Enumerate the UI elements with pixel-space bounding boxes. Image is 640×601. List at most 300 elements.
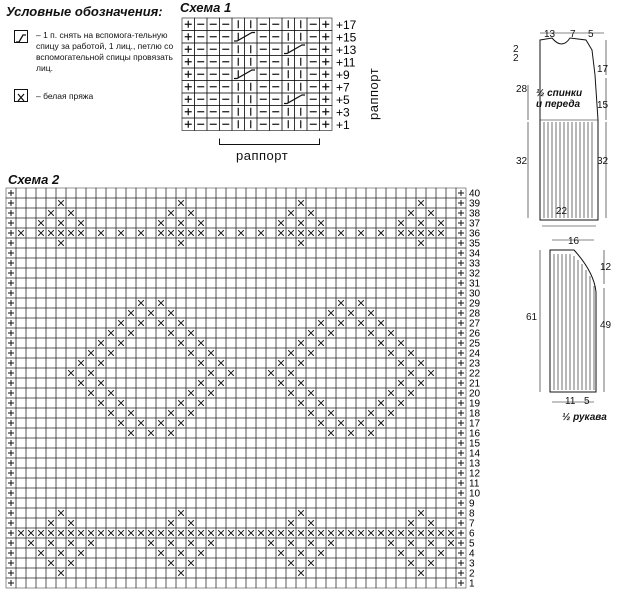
scheme2-cell bbox=[226, 198, 236, 208]
scheme2-cell bbox=[196, 238, 206, 248]
scheme2-cell bbox=[416, 558, 426, 568]
scheme2-cell bbox=[26, 498, 36, 508]
scheme2-cell bbox=[386, 488, 396, 498]
white-yarn-mark bbox=[198, 360, 204, 366]
scheme2-row-label: 20 bbox=[469, 388, 481, 400]
white-yarn-mark bbox=[138, 530, 144, 536]
scheme2-cell bbox=[176, 348, 186, 358]
scheme2-cell bbox=[296, 428, 306, 438]
scheme2-cell bbox=[446, 448, 456, 458]
purl-symbol bbox=[322, 46, 329, 53]
scheme2-cell bbox=[296, 248, 306, 258]
scheme2-cell bbox=[326, 498, 336, 508]
scheme2-cell bbox=[216, 448, 226, 458]
scheme2-cell bbox=[346, 458, 356, 468]
white-yarn-mark bbox=[298, 510, 304, 516]
edge-symbol bbox=[458, 470, 464, 476]
white-yarn-mark bbox=[298, 550, 304, 556]
scheme2-cell bbox=[386, 298, 396, 308]
white-yarn-mark bbox=[398, 550, 404, 556]
scheme2-row-label: 9 bbox=[469, 498, 475, 510]
white-yarn-mark bbox=[198, 230, 204, 236]
scheme2-cell bbox=[426, 468, 436, 478]
scheme2-cell bbox=[26, 198, 36, 208]
scheme2-cell bbox=[426, 478, 436, 488]
scheme2-cell bbox=[106, 398, 116, 408]
scheme1-row-label: +9 bbox=[336, 68, 350, 82]
scheme2-cell bbox=[26, 558, 36, 568]
scheme2-cell bbox=[86, 318, 96, 328]
scheme2-cell bbox=[26, 568, 36, 578]
white-yarn-mark bbox=[128, 430, 134, 436]
scheme2-cell bbox=[376, 258, 386, 268]
scheme2-cell bbox=[176, 458, 186, 468]
scheme2-cell bbox=[256, 578, 266, 588]
scheme2-cell bbox=[286, 328, 296, 338]
scheme2-cell bbox=[236, 208, 246, 218]
scheme2-cell bbox=[196, 248, 206, 258]
scheme2-cell bbox=[166, 368, 176, 378]
edge-symbol bbox=[458, 250, 464, 256]
scheme2-cell bbox=[56, 298, 66, 308]
sleeve-schematic bbox=[520, 232, 640, 437]
scheme2-cell bbox=[36, 568, 46, 578]
scheme2-cell bbox=[66, 438, 76, 448]
scheme2-cell bbox=[416, 258, 426, 268]
scheme2-cell bbox=[296, 288, 306, 298]
scheme2-cell bbox=[56, 358, 66, 368]
scheme2-cell bbox=[56, 338, 66, 348]
scheme2-cell bbox=[446, 478, 456, 488]
white-yarn-mark bbox=[368, 330, 374, 336]
white-yarn-mark bbox=[278, 550, 284, 556]
scheme2-cell bbox=[206, 418, 216, 428]
scheme2-cell bbox=[26, 458, 36, 468]
scheme2-cell bbox=[216, 498, 226, 508]
scheme2-cell bbox=[36, 248, 46, 258]
white-yarn-mark bbox=[168, 310, 174, 316]
scheme2-cell bbox=[256, 478, 266, 488]
scheme2-cell bbox=[206, 578, 216, 588]
white-yarn-mark bbox=[58, 220, 64, 226]
scheme2-cell bbox=[256, 458, 266, 468]
scheme2-cell bbox=[296, 298, 306, 308]
scheme2-cell bbox=[366, 398, 376, 408]
scheme2-cell bbox=[446, 578, 456, 588]
scheme2-cell bbox=[356, 208, 366, 218]
scheme2-cell bbox=[286, 448, 296, 458]
scheme2-cell bbox=[96, 238, 106, 248]
scheme2-cell bbox=[196, 348, 206, 358]
scheme2-cell bbox=[406, 488, 416, 498]
scheme2-cell bbox=[86, 308, 96, 318]
scheme2-cell bbox=[126, 568, 136, 578]
edge-symbol bbox=[8, 230, 14, 236]
white-yarn-mark bbox=[378, 230, 384, 236]
white-yarn-mark bbox=[418, 380, 424, 386]
scheme2-cell bbox=[126, 488, 136, 498]
scheme2-cell bbox=[136, 268, 146, 278]
scheme2-cell bbox=[346, 248, 356, 258]
scheme2-cell bbox=[216, 578, 226, 588]
scheme2-cell bbox=[326, 188, 336, 198]
scheme2-cell bbox=[306, 258, 316, 268]
scheme2-cell bbox=[46, 488, 56, 498]
scheme2-row-label: 30 bbox=[469, 288, 481, 300]
scheme2-cell bbox=[356, 558, 366, 568]
scheme2-cell bbox=[246, 378, 256, 388]
scheme2-cell bbox=[316, 348, 326, 358]
back-measure-right-2: 15 bbox=[597, 100, 609, 111]
white-yarn-mark bbox=[428, 530, 434, 536]
scheme2-cell bbox=[266, 188, 276, 198]
scheme2-cell bbox=[346, 218, 356, 228]
white-yarn-mark bbox=[328, 540, 334, 546]
scheme2-cell bbox=[136, 238, 146, 248]
scheme2-cell bbox=[336, 438, 346, 448]
scheme2-cell bbox=[376, 308, 386, 318]
scheme2-cell bbox=[396, 508, 406, 518]
scheme2-cell bbox=[356, 328, 366, 338]
scheme2-cell bbox=[316, 298, 326, 308]
scheme2-cell bbox=[66, 408, 76, 418]
scheme2-cell bbox=[66, 268, 76, 278]
scheme2-cell bbox=[306, 318, 316, 328]
scheme2-cell bbox=[226, 258, 236, 268]
white-yarn-mark bbox=[288, 230, 294, 236]
scheme2-cell bbox=[196, 198, 206, 208]
scheme2-cell bbox=[166, 238, 176, 248]
scheme2-cell bbox=[126, 438, 136, 448]
white-yarn-mark bbox=[378, 530, 384, 536]
scheme2-cell bbox=[136, 578, 146, 588]
scheme2-cell bbox=[96, 498, 106, 508]
scheme2-cell bbox=[206, 288, 216, 298]
scheme2-cell bbox=[26, 238, 36, 248]
scheme2-cell bbox=[396, 448, 406, 458]
scheme2-cell bbox=[16, 328, 26, 338]
scheme2-cell bbox=[316, 208, 326, 218]
white-yarn-mark bbox=[178, 340, 184, 346]
scheme2-cell bbox=[446, 498, 456, 508]
white-yarn-mark bbox=[78, 220, 84, 226]
white-yarn-mark bbox=[178, 510, 184, 516]
scheme2-cell bbox=[186, 238, 196, 248]
scheme2-cell bbox=[106, 238, 116, 248]
scheme2-cell bbox=[36, 348, 46, 358]
white-yarn-mark bbox=[48, 230, 54, 236]
white-yarn-mark bbox=[298, 240, 304, 246]
scheme2-cell bbox=[196, 368, 206, 378]
scheme2-cell bbox=[146, 358, 156, 368]
scheme2-cell bbox=[136, 448, 146, 458]
scheme2-cell bbox=[246, 298, 256, 308]
scheme2-cell bbox=[316, 278, 326, 288]
scheme2-row-label: 7 bbox=[469, 518, 475, 530]
scheme2-cell bbox=[156, 378, 166, 388]
scheme2-cell bbox=[286, 488, 296, 498]
scheme2-cell bbox=[256, 388, 266, 398]
scheme2-cell bbox=[186, 218, 196, 228]
scheme2-cell bbox=[306, 308, 316, 318]
scheme2-cell bbox=[356, 198, 366, 208]
scheme2-cell bbox=[86, 398, 96, 408]
scheme2-cell bbox=[266, 568, 276, 578]
scheme2-cell bbox=[206, 458, 216, 468]
scheme2-cell bbox=[406, 338, 416, 348]
scheme2-cell bbox=[156, 518, 166, 528]
scheme2-cell bbox=[66, 358, 76, 368]
scheme2-cell bbox=[426, 418, 436, 428]
scheme2-cell bbox=[46, 188, 56, 198]
white-yarn-mark bbox=[98, 360, 104, 366]
scheme2-cell bbox=[426, 328, 436, 338]
scheme2-cell bbox=[326, 448, 336, 458]
scheme2-cell bbox=[316, 428, 326, 438]
scheme2-cell bbox=[36, 358, 46, 368]
scheme2-cell bbox=[236, 568, 246, 578]
scheme2-cell bbox=[76, 408, 86, 418]
scheme2-row-label: 35 bbox=[469, 238, 481, 250]
scheme2-cell bbox=[176, 428, 186, 438]
scheme2-cell bbox=[126, 448, 136, 458]
scheme2-cell bbox=[426, 498, 436, 508]
scheme2-cell bbox=[286, 188, 296, 198]
white-yarn-mark bbox=[418, 200, 424, 206]
scheme2-row-label: 25 bbox=[469, 338, 481, 350]
scheme2-cell bbox=[66, 378, 76, 388]
scheme2-cell bbox=[266, 468, 276, 478]
scheme2-cell bbox=[326, 348, 336, 358]
white-yarn-mark bbox=[318, 400, 324, 406]
scheme2-cell bbox=[186, 468, 196, 478]
white-yarn-mark bbox=[178, 400, 184, 406]
scheme2-cell bbox=[46, 268, 56, 278]
scheme2-cell bbox=[116, 278, 126, 288]
white-yarn-mark bbox=[48, 540, 54, 546]
white-yarn-mark bbox=[278, 360, 284, 366]
scheme2-cell bbox=[386, 338, 396, 348]
white-yarn-mark bbox=[198, 550, 204, 556]
scheme2-cell bbox=[106, 438, 116, 448]
scheme2-cell bbox=[86, 248, 96, 258]
scheme2-row-label: 18 bbox=[469, 408, 481, 420]
scheme2-cell bbox=[416, 318, 426, 328]
scheme2-cell bbox=[376, 238, 386, 248]
scheme2-cell bbox=[156, 288, 166, 298]
white-yarn-mark bbox=[438, 220, 444, 226]
scheme2-cell bbox=[96, 308, 106, 318]
scheme2-cell bbox=[286, 458, 296, 468]
scheme2-cell bbox=[426, 348, 436, 358]
scheme2-cell bbox=[196, 288, 206, 298]
scheme2-cell bbox=[256, 198, 266, 208]
purl-symbol bbox=[322, 108, 329, 115]
scheme2-cell bbox=[16, 248, 26, 258]
scheme2-cell bbox=[246, 278, 256, 288]
scheme2-cell bbox=[146, 468, 156, 478]
scheme2-cell bbox=[186, 458, 196, 468]
scheme2-cell bbox=[216, 508, 226, 518]
scheme2-cell bbox=[226, 268, 236, 278]
scheme2-cell bbox=[416, 498, 426, 508]
scheme2-cell bbox=[326, 238, 336, 248]
scheme2-cell bbox=[446, 288, 456, 298]
scheme2-cell bbox=[416, 418, 426, 428]
scheme2-cell bbox=[316, 268, 326, 278]
scheme2-cell bbox=[406, 498, 416, 508]
scheme2-cell bbox=[226, 498, 236, 508]
scheme2-cell bbox=[136, 398, 146, 408]
scheme2-cell bbox=[186, 568, 196, 578]
white-yarn-mark bbox=[18, 530, 24, 536]
scheme2-cell bbox=[146, 228, 156, 238]
scheme2-cell bbox=[226, 188, 236, 198]
scheme2-cell bbox=[206, 318, 216, 328]
scheme2-cell bbox=[346, 278, 356, 288]
scheme2-cell bbox=[446, 438, 456, 448]
scheme2-cell bbox=[206, 558, 216, 568]
scheme2-cell bbox=[86, 478, 96, 488]
scheme2-cell bbox=[136, 468, 146, 478]
scheme2-cell bbox=[146, 298, 156, 308]
white-yarn-mark bbox=[138, 230, 144, 236]
scheme2-cell bbox=[336, 238, 346, 248]
scheme2-cell bbox=[26, 428, 36, 438]
scheme2-cell bbox=[36, 308, 46, 318]
scheme2-cell bbox=[76, 558, 86, 568]
scheme2-cell bbox=[216, 318, 226, 328]
scheme2-cell bbox=[106, 568, 116, 578]
white-yarn-mark bbox=[108, 390, 114, 396]
scheme2-row-label: 19 bbox=[469, 398, 481, 410]
scheme2-cell bbox=[176, 298, 186, 308]
scheme2-cell bbox=[366, 348, 376, 358]
scheme2-cell bbox=[286, 478, 296, 488]
scheme2-cell bbox=[306, 198, 316, 208]
scheme2-cell bbox=[296, 578, 306, 588]
scheme2-cell bbox=[86, 448, 96, 458]
scheme2-cell bbox=[76, 368, 86, 378]
white-yarn-mark bbox=[288, 390, 294, 396]
scheme2-cell bbox=[96, 258, 106, 268]
scheme2-cell bbox=[116, 188, 126, 198]
scheme2-cell bbox=[286, 238, 296, 248]
scheme2-cell bbox=[196, 428, 206, 438]
white-yarn-mark bbox=[188, 410, 194, 416]
scheme2-cell bbox=[56, 488, 66, 498]
edge-symbol bbox=[458, 420, 464, 426]
white-yarn-mark bbox=[328, 430, 334, 436]
scheme2-row-label: 36 bbox=[469, 228, 481, 240]
scheme2-cell bbox=[346, 378, 356, 388]
scheme2-cell bbox=[406, 258, 416, 268]
white-yarn-mark bbox=[68, 560, 74, 566]
edge-symbol bbox=[458, 490, 464, 496]
white-yarn-mark bbox=[328, 530, 334, 536]
scheme2-cell bbox=[86, 508, 96, 518]
white-yarn-mark bbox=[448, 530, 454, 536]
scheme2-cell bbox=[126, 318, 136, 328]
white-yarn-mark bbox=[388, 540, 394, 546]
scheme2-cell bbox=[356, 478, 366, 488]
white-yarn-mark bbox=[68, 370, 74, 376]
scheme2-cell bbox=[56, 278, 66, 288]
scheme2-cell bbox=[236, 338, 246, 348]
white-yarn-mark bbox=[418, 220, 424, 226]
scheme2-cell bbox=[386, 578, 396, 588]
scheme2-cell bbox=[296, 418, 306, 428]
scheme2-cell bbox=[136, 208, 146, 218]
scheme2-row-label: 32 bbox=[469, 268, 481, 280]
scheme2-cell bbox=[46, 508, 56, 518]
scheme2-cell bbox=[186, 188, 196, 198]
scheme2-cell bbox=[416, 488, 426, 498]
x-mark-icon bbox=[14, 89, 28, 102]
scheme2-cell bbox=[176, 448, 186, 458]
purl-symbol bbox=[185, 83, 192, 90]
scheme2-cell bbox=[36, 238, 46, 248]
scheme2-cell bbox=[216, 488, 226, 498]
scheme2-cell bbox=[316, 488, 326, 498]
scheme2-cell bbox=[26, 348, 36, 358]
scheme2-cell bbox=[356, 458, 366, 468]
scheme2-cell bbox=[206, 518, 216, 528]
scheme2-cell bbox=[126, 518, 136, 528]
scheme2-cell bbox=[386, 208, 396, 218]
scheme2-cell bbox=[416, 248, 426, 258]
scheme2-cell bbox=[226, 218, 236, 228]
scheme2-cell bbox=[406, 478, 416, 488]
scheme2-cell bbox=[366, 448, 376, 458]
scheme2-cell bbox=[286, 498, 296, 508]
scheme2-cell bbox=[286, 508, 296, 518]
scheme2-cell bbox=[406, 428, 416, 438]
white-yarn-mark bbox=[158, 420, 164, 426]
scheme2-cell bbox=[96, 458, 106, 468]
edge-symbol bbox=[458, 200, 464, 206]
scheme2-cell bbox=[346, 478, 356, 488]
white-yarn-mark bbox=[318, 550, 324, 556]
scheme2-cell bbox=[196, 538, 206, 548]
scheme2-cell bbox=[446, 388, 456, 398]
scheme2-cell bbox=[226, 538, 236, 548]
scheme2-cell bbox=[56, 308, 66, 318]
scheme2-cell bbox=[36, 208, 46, 218]
scheme2-cell bbox=[236, 558, 246, 568]
scheme2-cell bbox=[256, 278, 266, 288]
edge-symbol bbox=[458, 390, 464, 396]
purl-symbol bbox=[322, 96, 329, 103]
scheme2-cell bbox=[356, 538, 366, 548]
scheme2-cell bbox=[116, 468, 126, 478]
scheme2-cell bbox=[156, 198, 166, 208]
scheme2-row-label: 40 bbox=[469, 188, 481, 200]
scheme2-cell bbox=[176, 208, 186, 218]
scheme2-cell bbox=[256, 208, 266, 218]
white-yarn-mark bbox=[268, 540, 274, 546]
scheme2-cell bbox=[226, 458, 236, 468]
white-yarn-mark bbox=[48, 210, 54, 216]
scheme2-cell bbox=[266, 388, 276, 398]
scheme2-cell bbox=[376, 428, 386, 438]
scheme2-cell bbox=[26, 518, 36, 528]
scheme2-cell bbox=[226, 558, 236, 568]
scheme2-cell bbox=[186, 358, 196, 368]
scheme2-cell bbox=[376, 388, 386, 398]
white-yarn-mark bbox=[388, 410, 394, 416]
scheme2-cell bbox=[116, 388, 126, 398]
